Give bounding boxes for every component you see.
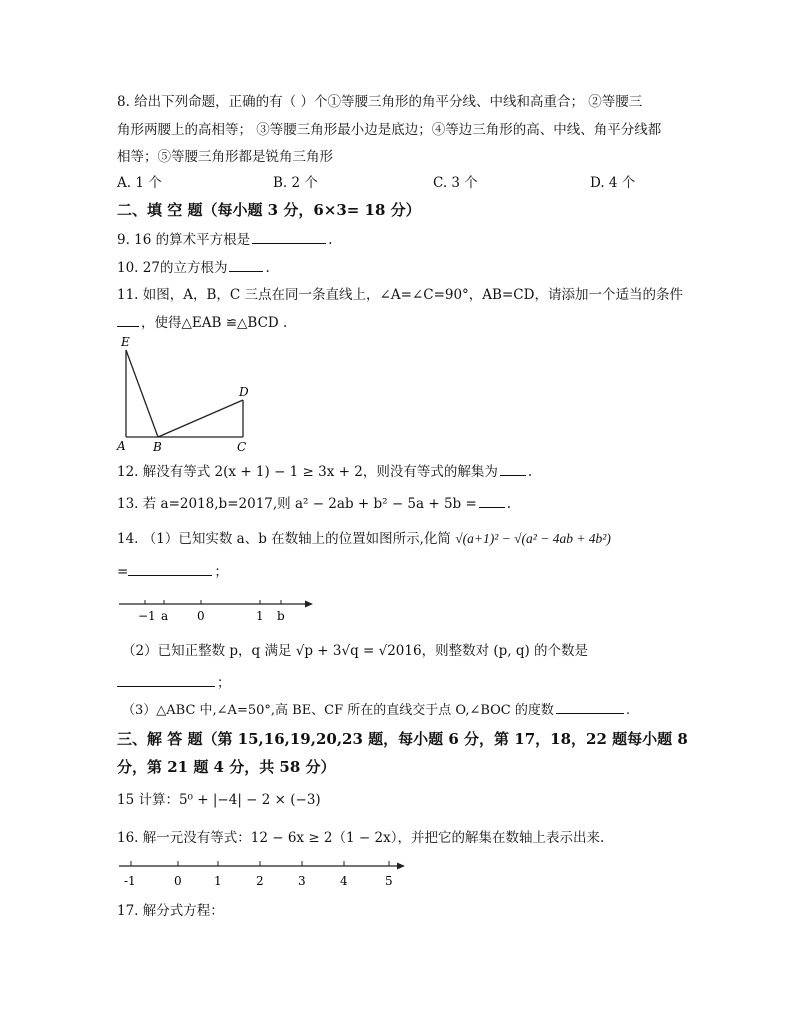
q14-eq-end: ； <box>214 564 228 580</box>
segment-bd <box>158 400 243 437</box>
label-b: B <box>153 440 162 454</box>
q10-text: 10. 27的立方根为 <box>117 260 228 276</box>
q14-part2: （2）已知正整数 p，q 满足 √p + 3√q = √2016，则整数对 (p, q) 的个数是 <box>122 643 589 659</box>
q10-blank[interactable] <box>229 258 263 272</box>
label-a: A <box>117 439 126 453</box>
label-one: 1 <box>256 609 264 623</box>
q13-text: 13. 若 a=2018,b=2017,则 a² − 2ab + b² − 5a + 5b = <box>117 496 477 512</box>
q8-line3: 相等；⑤等腰三角形都是锐角三角形 <box>117 149 333 165</box>
axis-arrow <box>397 863 405 870</box>
q17: 17. 解分式方程： <box>117 903 224 919</box>
label-one: 1 <box>214 874 222 888</box>
q14-number-line <box>117 594 317 624</box>
q14-part3 <box>122 700 630 720</box>
q11-figure <box>112 334 262 456</box>
label-e: E <box>121 335 130 349</box>
q8-option-c: C. 3 个 <box>433 175 478 191</box>
section3-title-line1: 三、解 答 题（第 15,16,19,20,23 题，每小题 6 分，第 17，18，22 题每小题 8 <box>117 730 688 748</box>
section2-title: 二、填 空 题（每小题 3 分，6×3= 18 分） <box>117 201 421 219</box>
label-b: b <box>277 609 285 623</box>
q12-text: 12. 解没有等式 2(x + 1) − 1 ≥ 3x + 2，则没有等式的解集为 <box>117 464 498 480</box>
q14-part2-answer <box>117 673 231 692</box>
q13-blank[interactable] <box>479 494 505 508</box>
q8-line2: 角形两腰上的高相等； ③等腰三角形最小边是底边；④等边三角形的高、中线、角平分线都 <box>117 122 662 138</box>
q9-end: . <box>328 232 333 248</box>
q10-end: . <box>265 260 270 276</box>
q15: 15 计算：5⁰ + |−4| − 2 × (−3) <box>117 792 321 808</box>
q8-option-d: D. 4 个 <box>590 175 636 191</box>
label-a: a <box>161 609 169 623</box>
label-zero: 0 <box>174 874 182 888</box>
q16-number-line <box>117 856 417 892</box>
q9-text: 9. 16 的算术平方根是 <box>117 232 251 248</box>
q11-line2-text: ，使得△EAB ≌△BCD . <box>141 315 288 331</box>
q13-end: . <box>506 496 512 512</box>
section3-title-line2: 分，第 21 题 4 分，共 58 分） <box>117 758 336 776</box>
label-four: 4 <box>340 874 348 888</box>
q14-part3-end: . <box>625 703 631 718</box>
q14-eq-prefix: = <box>117 564 129 580</box>
q14-blank[interactable] <box>128 562 212 576</box>
label-three: 3 <box>298 874 306 888</box>
q12-blank[interactable] <box>500 462 526 476</box>
segment-eb <box>126 350 158 437</box>
q10 <box>117 258 270 277</box>
q14-expression: √(a+1)² − √(a² − 4ab + 4b²) <box>455 531 611 546</box>
label-minus-one: −1 <box>138 609 156 623</box>
label-d: D <box>239 385 249 399</box>
q11-line1: 11. 如图，A，B，C 三点在同一条直线上，∠A=∠C=90°，AB=CD，请添加一个适当的条件 <box>117 287 683 303</box>
q8-line1: 8. 给出下列命题，正确的有（ ）个①等腰三角形的角平分线、中线和高重合； ②等腰三 <box>117 94 643 110</box>
q12-end: . <box>527 464 533 480</box>
q11-line2 <box>117 313 287 332</box>
q13 <box>117 494 511 513</box>
q11-blank[interactable] <box>117 313 139 327</box>
q14-answer-line <box>117 562 228 581</box>
label-c: C <box>237 440 247 454</box>
label-two: 2 <box>256 874 264 888</box>
q8-option-b: B. 2 个 <box>273 175 318 191</box>
q8-option-a: A. 1 个 <box>117 175 162 191</box>
q14-part1 <box>117 530 611 548</box>
q14-part2-end: ； <box>217 675 231 691</box>
axis-arrow <box>305 601 313 608</box>
q12 <box>117 462 532 481</box>
label-zero: 0 <box>197 609 205 623</box>
q14-part2-blank[interactable] <box>117 673 215 687</box>
q14-part3-blank[interactable] <box>556 700 624 714</box>
q14-part3-text: （3）△ABC 中,∠A=50°,高 BE、CF 所在的直线交于点 O,∠BOC 的度数 <box>122 703 554 718</box>
q9-blank[interactable] <box>252 230 326 244</box>
q9 <box>117 230 332 249</box>
q16: 16. 解一元没有等式：12 − 6x ≥ 2（1 − 2x），并把它的解集在数轴上表示出来. <box>117 830 605 846</box>
q14-part1-text: 14. （1）已知实数 a、b 在数轴上的位置如图所示,化简 <box>117 531 451 547</box>
label-minus-one: -1 <box>124 874 136 888</box>
label-five: 5 <box>385 874 393 888</box>
